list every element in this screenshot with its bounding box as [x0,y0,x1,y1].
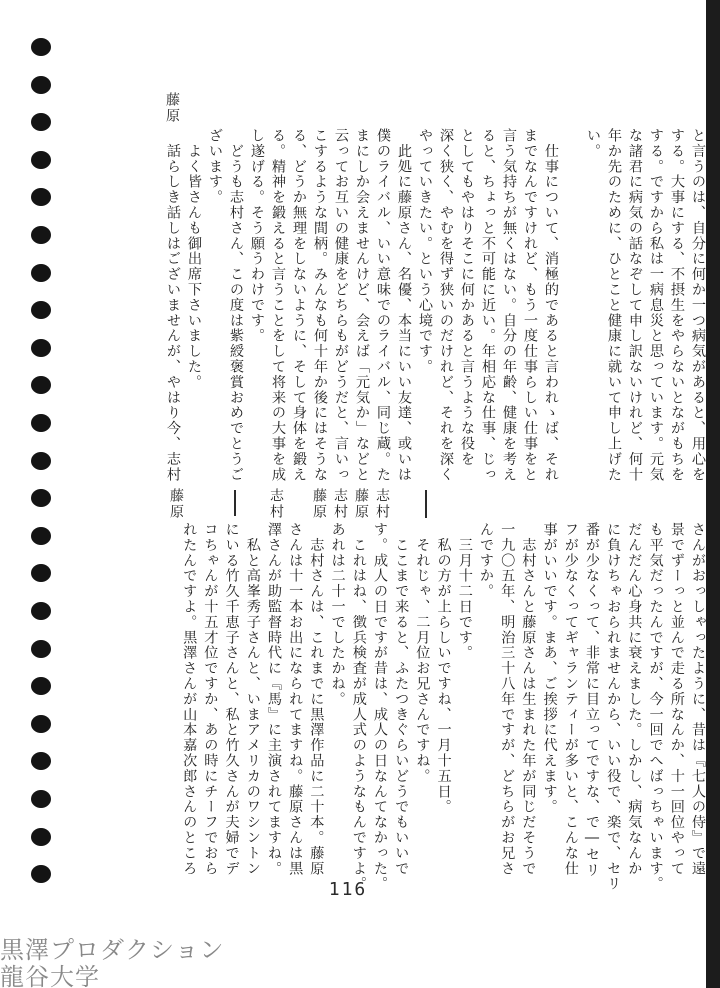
text-line: 私の方が上らしいですね、一月十五日。 [435,522,452,815]
text-line: 云ってお互いの健康をどちらもがどうだと、言いっ [333,128,349,483]
binder-hole [31,865,51,883]
text-line: い。 [585,128,601,159]
binder-hole [31,564,51,582]
text-line: と言うのは、自分に何か一つ病気があると、用心を [690,128,706,483]
text-line: に負けちゃおられませんから、いい役で、楽で、セリ [605,522,622,892]
watermark-line-1: 黒澤プロダクション [0,936,225,964]
text-line: する。大事にする、不摂生をやらないとながもちを [669,128,685,483]
text-line: コちゃんが十五才位ですか、あの時にチーフでおら [202,522,219,877]
binder-hole [31,76,51,94]
text-line: ざいます。 [207,128,223,205]
text-line: す。成人の日ですが昔は、成人の日なんてなかった。 [372,522,388,892]
text-line: 澤さんが助監督時代に『馬』に主演されてますね。 [266,522,282,877]
binder-hole [31,527,51,545]
speaker-label: 志村 [268,488,284,520]
speaker-label: 藤原 [353,488,369,520]
binder-hole [31,226,51,244]
text-line: にいる竹久千恵子さんと、私と竹久さんが夫婦でデ [223,522,240,877]
binder-hole [31,376,51,394]
text-line: 番が少なくって、非常に目立ってですな、で―セリ [584,522,600,878]
text-line: よく皆さんも御出席下さいました。 [186,128,202,390]
text-line: 一九〇五年、明治三十八年ですが、どちらがお兄さ [499,522,516,877]
text-line: までなんですけれど、もう一度仕事らしい仕事をと [522,128,538,483]
text-line: んですか。 [478,522,494,599]
text-line: し遂げる。そう願うわけです。 [249,128,265,344]
binder-hole [31,113,51,131]
text-line: 此処に藤原さん、名優、本当にいい友達、或いは [396,128,412,483]
text-line: 言う気持ちが無くはない。自分の年齢、健康を考え [501,128,517,483]
binder-hole [31,264,51,282]
interviewer-dash [425,490,427,518]
text-line: 仕事について、消極的であると言われゝば、それ [543,128,559,483]
text-line: やっていきたい。という心境です。 [417,128,433,375]
text-line: それじゃ、二月位お兄さんですね。 [414,522,431,784]
speaker-label: 藤原 [311,488,327,520]
text-line: としてもやはりそこに何かあると言うような役を [459,128,475,467]
text-line: こするような間柄。みんなも何十年か後にはそうな [312,128,328,483]
text-line: あれは二十一でしたかね。 [329,522,346,707]
text-line: 志村さんと藤原さんは生まれた年が同じだそうで [520,522,537,877]
binder-hole [31,752,51,770]
text-line: な諸君に病気の話なぞして申し訳ないけれど、何十 [627,128,643,483]
text-line: さんがおっしゃったように、昔は『七人の侍』で遠 [690,522,706,877]
text-line: 三月十二日です。 [456,522,473,661]
text-line: 話らしき話しはございませんが、やはり今、志村 [165,128,181,483]
text-line: さんは十一本お出になられてますね。藤原さんは黒 [287,522,304,877]
text-line: れたんですよ。黒澤さんが山本嘉次郎さんのところ [181,522,198,877]
binder-hole [31,790,51,808]
text-line: 年か先のために、ひとこと健康に就いて申し上げた [606,128,622,483]
text-line: る、どうか無理をしないように、そして身体を鍛え [291,128,307,483]
binder-hole [31,339,51,357]
text-line: 志村さんは、これまでに黒澤作品に二十本。藤原 [308,522,325,877]
text-line: る。精神を鍛えると言うことをして将来の大事を成 [270,128,286,483]
binder-hole [31,188,51,206]
text-line: 景でずーっと並んで走る所なんか、十一回位やって [668,522,685,877]
binder-hole [31,715,51,733]
page-number: 116 [328,879,368,900]
speaker-label: 藤原 [168,488,184,520]
binder-hole [31,38,51,56]
page-edge-shadow [706,0,720,988]
binder-hole [31,602,51,620]
text-line: する。ですから私は一病息災と思っています。元気 [648,128,664,483]
speaker-label: 志村 [332,488,348,520]
text-line: まにしか会えませんけど、会えば「元気か」などと [354,128,370,483]
binder-hole [31,414,51,432]
binder-hole [31,489,51,507]
text-line: ここまで来ると、ふたつきぐらいどうでもいいで [393,522,410,877]
text-line: 僕のライバル、いい意味でのライバル、同じ蔵。た [375,128,391,483]
text-line: だんだん心身共に衰えました。しかし、病気なんか [626,522,643,877]
binder-hole [31,828,51,846]
text-line: どうも志村さん、この度は紫綬褒賞おめでとうご [228,128,244,483]
speaker-label-fujiwara: 藤原 [164,92,180,124]
text-line: 事がいいです。まあ、ご挨拶に代えます。 [541,522,558,815]
binder-hole [31,301,51,319]
watermark-line-2: 龍谷大学 [0,963,100,988]
interviewer-dash [234,490,236,516]
text-line: も平気だったんですが、今一回でへばっちゃいます。 [647,522,664,892]
speaker-label: 志村 [374,488,390,520]
text-line: ると、ちょっと不可能に近い。年相応な仕事、じっ [480,128,496,483]
text-line: これはね、徴兵検査が成人式のようなもんですよ。 [350,522,367,892]
text-line: フが少なくってギャランティーが多いと、こんな仕 [562,522,579,877]
text-line: 深く狭く、やむを得ず狭いのだけれど、それを深く [438,128,454,483]
binder-hole [31,452,51,470]
binder-hole [31,151,51,169]
text-line: 私と高峯秀子さんと、いまアメリカのワシントン [244,522,261,877]
binder-hole [31,640,51,658]
binder-hole [31,677,51,695]
